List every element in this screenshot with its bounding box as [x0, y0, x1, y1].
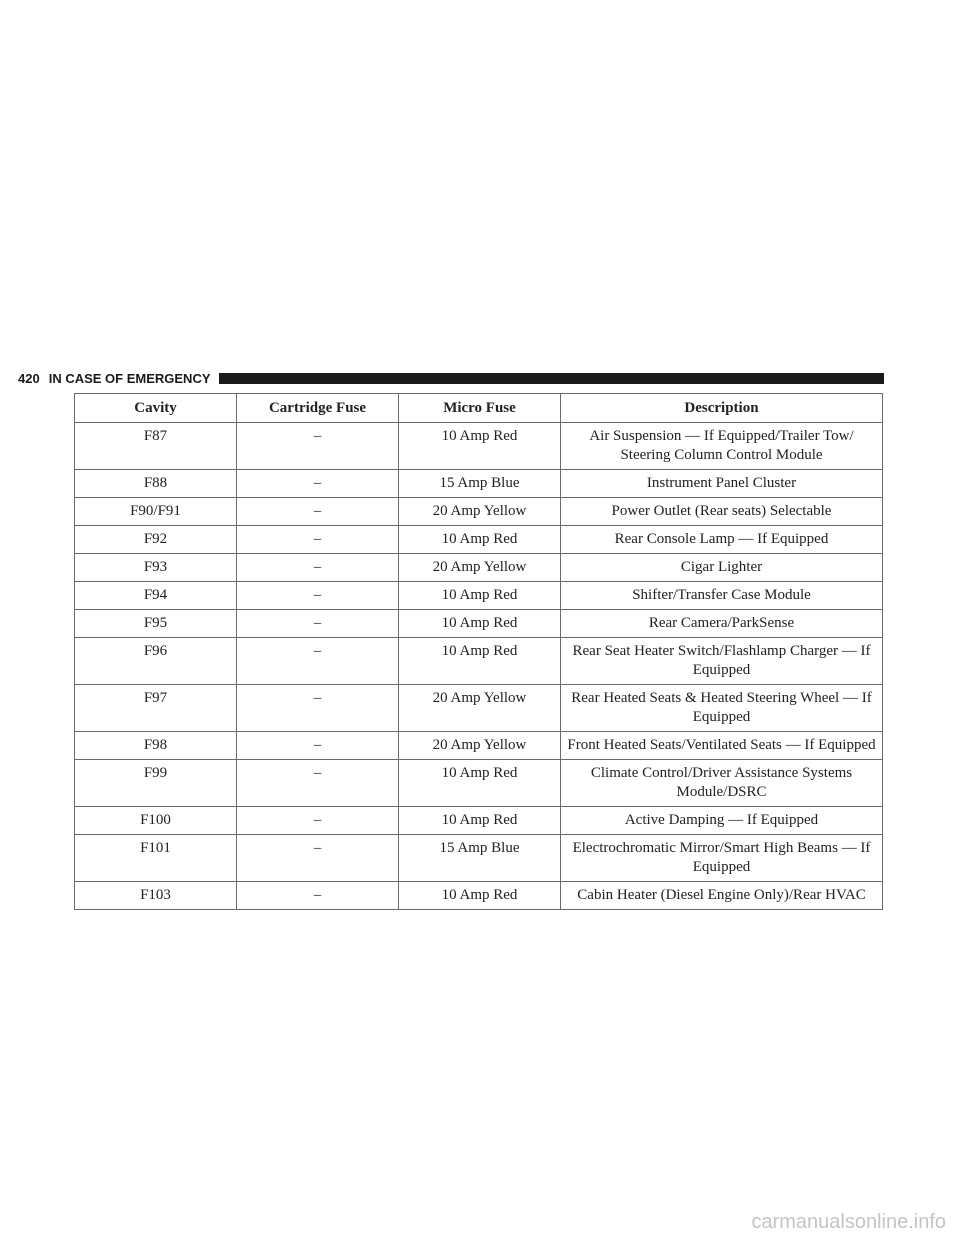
cell-cavity: F94: [75, 582, 237, 610]
cell-cartridge-fuse: –: [237, 732, 399, 760]
column-header-micro-fuse: Micro Fuse: [399, 394, 561, 423]
watermark: carmanualsonline.info: [751, 1211, 946, 1233]
cell-micro-fuse: 10 Amp Red: [399, 760, 561, 807]
cell-description: Shifter/Transfer Case Module: [561, 582, 883, 610]
cell-description: Cigar Lighter: [561, 554, 883, 582]
cell-micro-fuse: 10 Amp Red: [399, 423, 561, 470]
cell-description: Cabin Heater (Diesel Engine Only)/Rear HVAC: [561, 882, 883, 910]
cell-micro-fuse: 10 Amp Red: [399, 526, 561, 554]
cell-cartridge-fuse: –: [237, 882, 399, 910]
cell-description: Rear Seat Heater Switch/Flashlamp Charger — If Equipped: [561, 638, 883, 685]
section-title: IN CASE OF EMERGENCY: [48, 370, 211, 386]
cell-micro-fuse: 10 Amp Red: [399, 882, 561, 910]
cell-cavity: F95: [75, 610, 237, 638]
cell-micro-fuse: 15 Amp Blue: [399, 835, 561, 882]
table-row: [75, 732, 883, 760]
cell-cavity: F97: [75, 685, 237, 732]
cell-description: Rear Console Lamp — If Equipped: [561, 526, 883, 554]
cell-cavity: F88: [75, 470, 237, 498]
cell-cartridge-fuse: –: [237, 554, 399, 582]
cell-cartridge-fuse: –: [237, 760, 399, 807]
cell-micro-fuse: 20 Amp Yellow: [399, 732, 561, 760]
cell-cartridge-fuse: –: [237, 470, 399, 498]
cell-description: Electrochromatic Mirror/Smart High Beams — If Equipped: [561, 835, 883, 882]
table-row: [75, 526, 883, 554]
table-row: [75, 423, 883, 470]
column-header-cavity: Cavity: [75, 394, 237, 423]
cell-cartridge-fuse: –: [237, 423, 399, 470]
page-header: [18, 368, 884, 388]
cell-cavity: F93: [75, 554, 237, 582]
cell-micro-fuse: 15 Amp Blue: [399, 470, 561, 498]
cell-cavity: F100: [75, 807, 237, 835]
table-row: [75, 760, 883, 807]
cell-cartridge-fuse: –: [237, 582, 399, 610]
table-row: [75, 638, 883, 685]
cell-cartridge-fuse: –: [237, 610, 399, 638]
cell-cavity: F96: [75, 638, 237, 685]
table-row: [75, 882, 883, 910]
cell-cavity: F101: [75, 835, 237, 882]
cell-cavity: F103: [75, 882, 237, 910]
cell-description: Air Suspension — If Equipped/Trailer Tow/ Steering Column Control Module: [561, 423, 883, 470]
table-row: [75, 470, 883, 498]
cell-cavity: F92: [75, 526, 237, 554]
cell-description: Climate Control/Driver Assistance Systems Module/DSRC: [561, 760, 883, 807]
cell-cavity: F90/F91: [75, 498, 237, 526]
cell-micro-fuse: 20 Amp Yellow: [399, 554, 561, 582]
cell-cartridge-fuse: –: [237, 685, 399, 732]
cell-cartridge-fuse: –: [237, 807, 399, 835]
cell-micro-fuse: 20 Amp Yellow: [399, 685, 561, 732]
cell-description: Rear Heated Seats & Heated Steering Wheel — If Equipped: [561, 685, 883, 732]
cell-micro-fuse: 10 Amp Red: [399, 582, 561, 610]
cell-description: Rear Camera/ParkSense: [561, 610, 883, 638]
table-row: [75, 807, 883, 835]
cell-cavity: F98: [75, 732, 237, 760]
cell-cavity: F87: [75, 423, 237, 470]
cell-cavity: F99: [75, 760, 237, 807]
table-row: [75, 582, 883, 610]
column-header-cartridge-fuse: Cartridge Fuse: [237, 394, 399, 423]
table-row: [75, 554, 883, 582]
cell-cartridge-fuse: –: [237, 638, 399, 685]
table-row: [75, 610, 883, 638]
cell-description: Power Outlet (Rear seats) Selectable: [561, 498, 883, 526]
table-row: [75, 685, 883, 732]
page-number: 420: [18, 370, 40, 386]
column-header-description: Description: [561, 394, 883, 423]
cell-micro-fuse: 10 Amp Red: [399, 807, 561, 835]
cell-description: Front Heated Seats/Ventilated Seats — If Equipped: [561, 732, 883, 760]
cell-cartridge-fuse: –: [237, 526, 399, 554]
cell-micro-fuse: 10 Amp Red: [399, 638, 561, 685]
table-row: [75, 835, 883, 882]
fuse-table: [74, 393, 883, 910]
cell-description: Instrument Panel Cluster: [561, 470, 883, 498]
cell-micro-fuse: 20 Amp Yellow: [399, 498, 561, 526]
table-header-row: [75, 394, 883, 423]
cell-description: Active Damping — If Equipped: [561, 807, 883, 835]
table-body: [75, 423, 883, 910]
cell-cartridge-fuse: –: [237, 835, 399, 882]
cell-cartridge-fuse: –: [237, 498, 399, 526]
header-rule: [219, 373, 885, 384]
table-row: [75, 498, 883, 526]
cell-micro-fuse: 10 Amp Red: [399, 610, 561, 638]
